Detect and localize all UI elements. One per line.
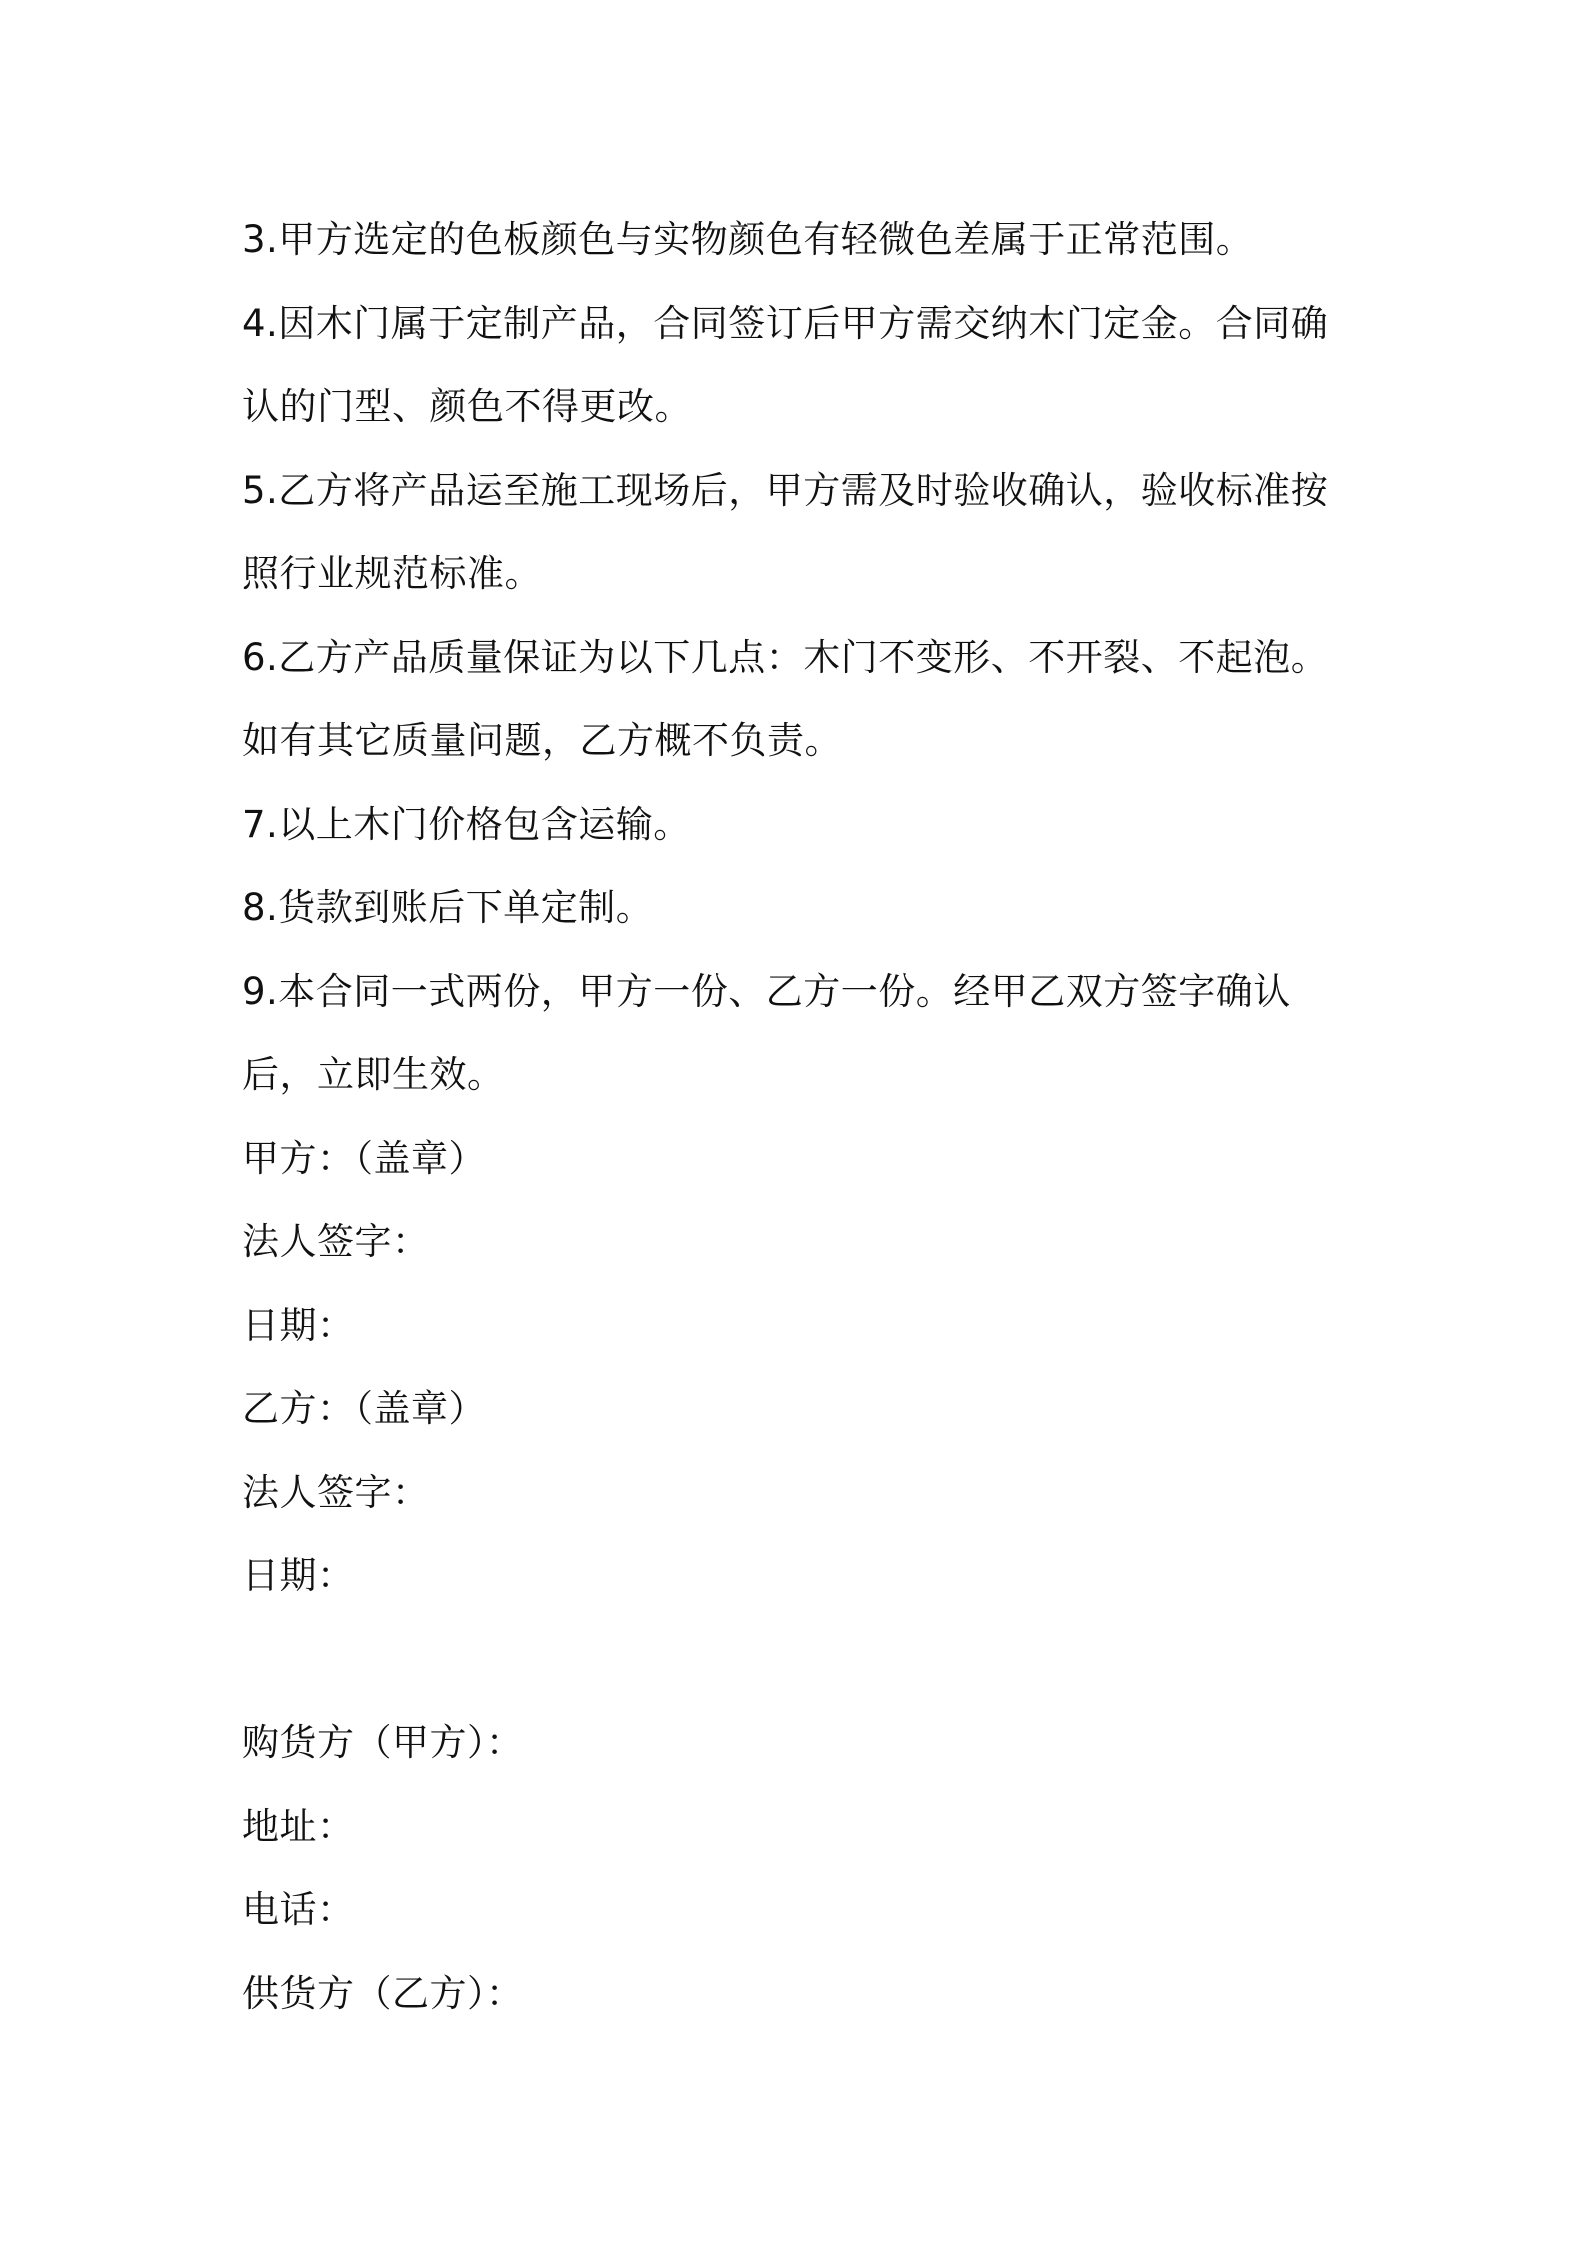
clause-6: 6.乙方产品质量保证为以下几点：木门不变形、不开裂、不起泡。如有其它质量问题，乙方概不负责。 xyxy=(242,635,1329,762)
supplier-label: 供货方（乙方）： xyxy=(242,1971,524,2015)
buyer-label: 购货方（甲方）： xyxy=(242,1721,524,1764)
party-b-seal-label: 乙方：（盖章） xyxy=(242,1387,486,1430)
section-spacer xyxy=(242,1618,1362,1702)
clause-4: 4.因木门属于定制产品，合同签订后甲方需交纳木门定金。合同确认的门型、颜色不得更改。 xyxy=(242,301,1329,428)
address-label: 地址： xyxy=(242,1804,355,1848)
phone-label: 电话： xyxy=(242,1888,355,1931)
clause-8: 8.货款到账后下单定制。 xyxy=(242,886,654,929)
clause-3: 3.甲方选定的色板颜色与实物颜色有轻微色差属于正常范围。 xyxy=(242,218,1254,261)
party-a-seal-label: 甲方：（盖章） xyxy=(242,1136,486,1180)
party-a-signature-label: 法人签字： xyxy=(242,1220,430,1263)
clause-9: 9.本合同一式两份，甲方一份、乙方一份。经甲乙双方签字确认后，立即生效。 xyxy=(242,969,1291,1096)
clause-7: 7.以上木门价格包含运输。 xyxy=(242,802,691,846)
clause-5: 5.乙方将产品运至施工现场后，甲方需及时验收确认，验收标准按照行业规范标准。 xyxy=(242,468,1329,595)
document-body xyxy=(242,198,1362,2035)
party-b-date-label: 日期： xyxy=(242,1554,355,1597)
party-a-date-label: 日期： xyxy=(242,1303,355,1347)
party-b-signature-label: 法人签字： xyxy=(242,1470,430,1514)
